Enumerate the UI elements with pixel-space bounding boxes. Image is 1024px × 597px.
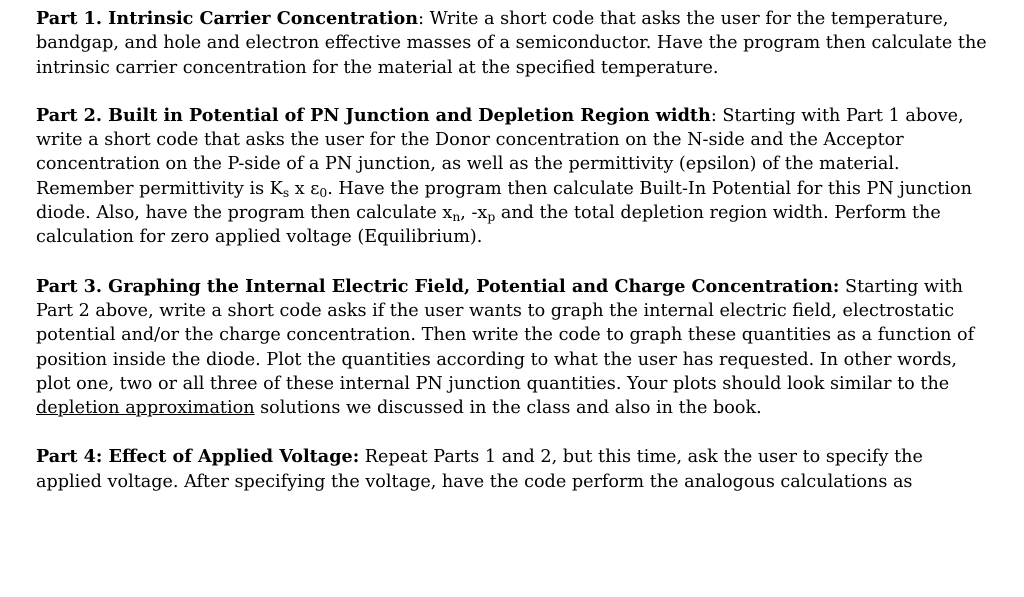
part-1-separator: : [418, 9, 430, 29]
part-1-body: Write a short code that asks the user for the temperature, bandgap, and hole and electron effective masses of a semiconductor. Have the program then calculate the intrinsic carrier concentration for the material at the specified temperature. [36, 9, 987, 78]
part-2-body-d: , -x [460, 203, 488, 224]
subscript-0: 0 [319, 185, 328, 200]
part-2-body-a: Starting with Part 1 above, write a short code that asks the user for the Donor concentration on the N-side and the Acceptor concentration on the P-side of a PN junction, as well as the permittivity (epsilon) of the material. Remember permittivity is K [36, 105, 964, 199]
part-3-heading: Part 3. Graphing the Internal Electric Field, Potential and Charge Concentration: [36, 275, 840, 297]
part-2-body-e: and the total depletion region width. Perform the calculation for zero applied voltage (Equilibrium). [36, 203, 941, 248]
part-3-body-a: Starting with Part 2 above, write a short code asks if the user wants to graph the internal electric field, electrostatic potential and/or the charge concentration. Then write the code to graph these quantities as a function of position inside the diode. Plot the quantities according to what the user has requested. In other words, plot one, two or all three of these internal PN junction quantities. Your plots should look similar to the [36, 276, 975, 394]
part-1-heading: Part 1. Intrinsic Carrier Concentration [36, 8, 419, 29]
part-3-body-b: solutions we discussed in the class and also in the book. [254, 398, 762, 419]
part-4-heading: Part 4: Effect of Applied Voltage: [36, 446, 360, 468]
subscript-n: n [452, 210, 461, 225]
part-2-separator: : [710, 105, 723, 126]
part-2-body-c: . Have the program then calculate Built-In Potential for this PN junction diode. Also, have the program then calculate x [36, 178, 972, 224]
part-3-paragraph [36, 275, 994, 421]
part-4-body: Repeat Parts 1 and 2, but this time, ask the user to specify the applied voltage. After specifying the voltage, have the code perform the analogous calculations as [36, 447, 923, 492]
part-4-paragraph [36, 445, 994, 494]
part-1-paragraph [36, 7, 994, 80]
subscript-s: s [282, 185, 290, 200]
part-2-paragraph [36, 104, 994, 250]
part-2-body-b: x ε [289, 178, 320, 199]
depletion-approximation-link[interactable]: depletion approximation [36, 398, 255, 419]
part-2-heading: Part 2. Built in Potential of PN Junction and Depletion Region width [36, 104, 711, 126]
subscript-p: p [487, 210, 496, 225]
